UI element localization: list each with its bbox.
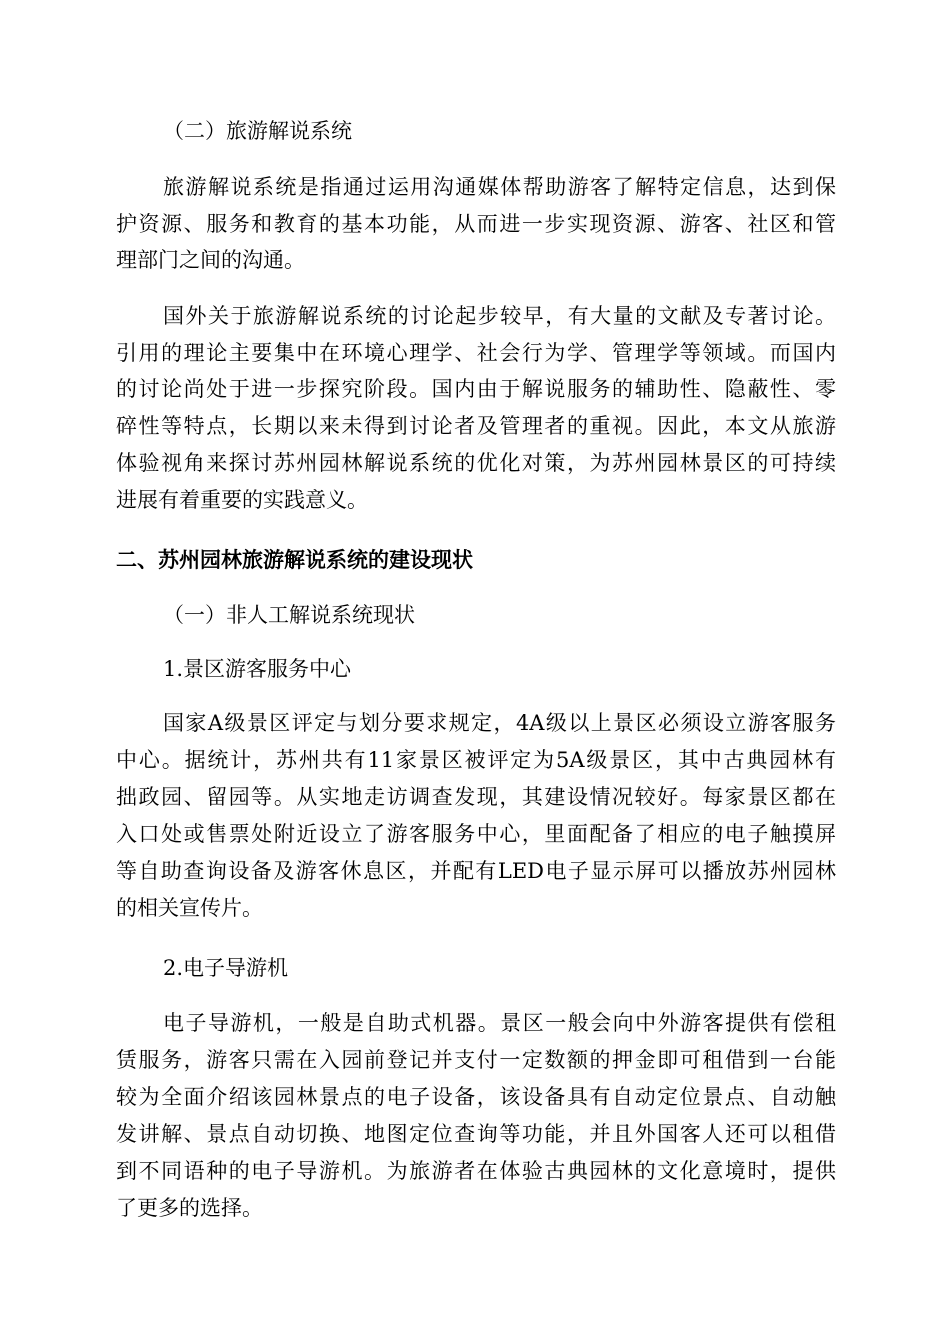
paragraph-line: 的讨论尚处于进一步探究阶段。国内由于解说服务的辅助性、隐蔽性、零 [116, 377, 836, 401]
paragraph-line: 到不同语种的电子导游机。为旅游者在体验古典园林的文化意境时，提供 [116, 1159, 836, 1183]
paragraph-line: 进展有着重要的实践意义。 [116, 488, 368, 512]
paragraph-line: 较为全面介绍该园林景点的电子设备，该设备具有自动定位景点、自动触 [116, 1085, 836, 1109]
paragraph-line: 入口处或售票处附近设立了游客服务中心，里面配备了相应的电子触摸屏 [116, 822, 836, 846]
subheading-tour-interpretation: （二）旅游解说系统 [163, 119, 352, 143]
paragraph-line: 发讲解、景点自动切换、地图定位查询等功能，并且外国客人还可以租借 [116, 1122, 836, 1146]
paragraph-line: 国家A级景区评定与划分要求规定，4A级以上景区必须设立游客服务 [163, 711, 836, 735]
subheading-non-manual: （一）非人工解说系统现状 [163, 603, 415, 627]
paragraph-line: 的相关宣传片。 [116, 896, 263, 920]
paragraph-line: 电子导游机，一般是自助式机器。景区一般会向中外游客提供有偿租 [163, 1011, 836, 1035]
paragraph-line: 国外关于旅游解说系统的讨论起步较早，有大量的文献及专著讨论。 [163, 304, 836, 328]
section-heading: 二、苏州园林旅游解说系统的建设现状 [116, 547, 473, 572]
paragraph-line: 碎性等特点，长期以来未得到讨论者及管理者的重视。因此，本文从旅游 [116, 414, 836, 438]
paragraph-line: 旅游解说系统是指通过运用沟通媒体帮助游客了解特定信息，达到保 [163, 175, 836, 199]
paragraph-line: 中心。据统计，苏州共有11家景区被评定为5A级景区，其中古典园林有 [116, 748, 836, 772]
paragraph-line: 赁服务，游客只需在入园前登记并支付一定数额的押金即可租借到一台能 [116, 1048, 836, 1072]
paragraph-line: 引用的理论主要集中在环境心理学、社会行为学、管理学等领域。而国内 [116, 341, 836, 365]
paragraph-line: 体验视角来探讨苏州园林解说系统的优化对策，为苏州园林景区的可持续 [116, 451, 836, 475]
paragraph-line: 了更多的选择。 [116, 1196, 263, 1220]
paragraph-line: 护资源、服务和教育的基本功能，从而进一步实现资源、游客、社区和管 [116, 212, 836, 236]
paragraph-line: 理部门之间的沟通。 [116, 248, 305, 272]
item-heading-visitor-center: 1.景区游客服务中心 [163, 657, 352, 681]
paragraph-line: 拙政园、留园等。从实地走访调查发现，其建设情况较好。每家景区都在 [116, 785, 836, 809]
item-heading-audio-guide: 2.电子导游机 [163, 956, 289, 980]
paragraph-line: 等自助查询设备及游客休息区，并配有LED电子显示屏可以播放苏州园林 [116, 859, 836, 883]
